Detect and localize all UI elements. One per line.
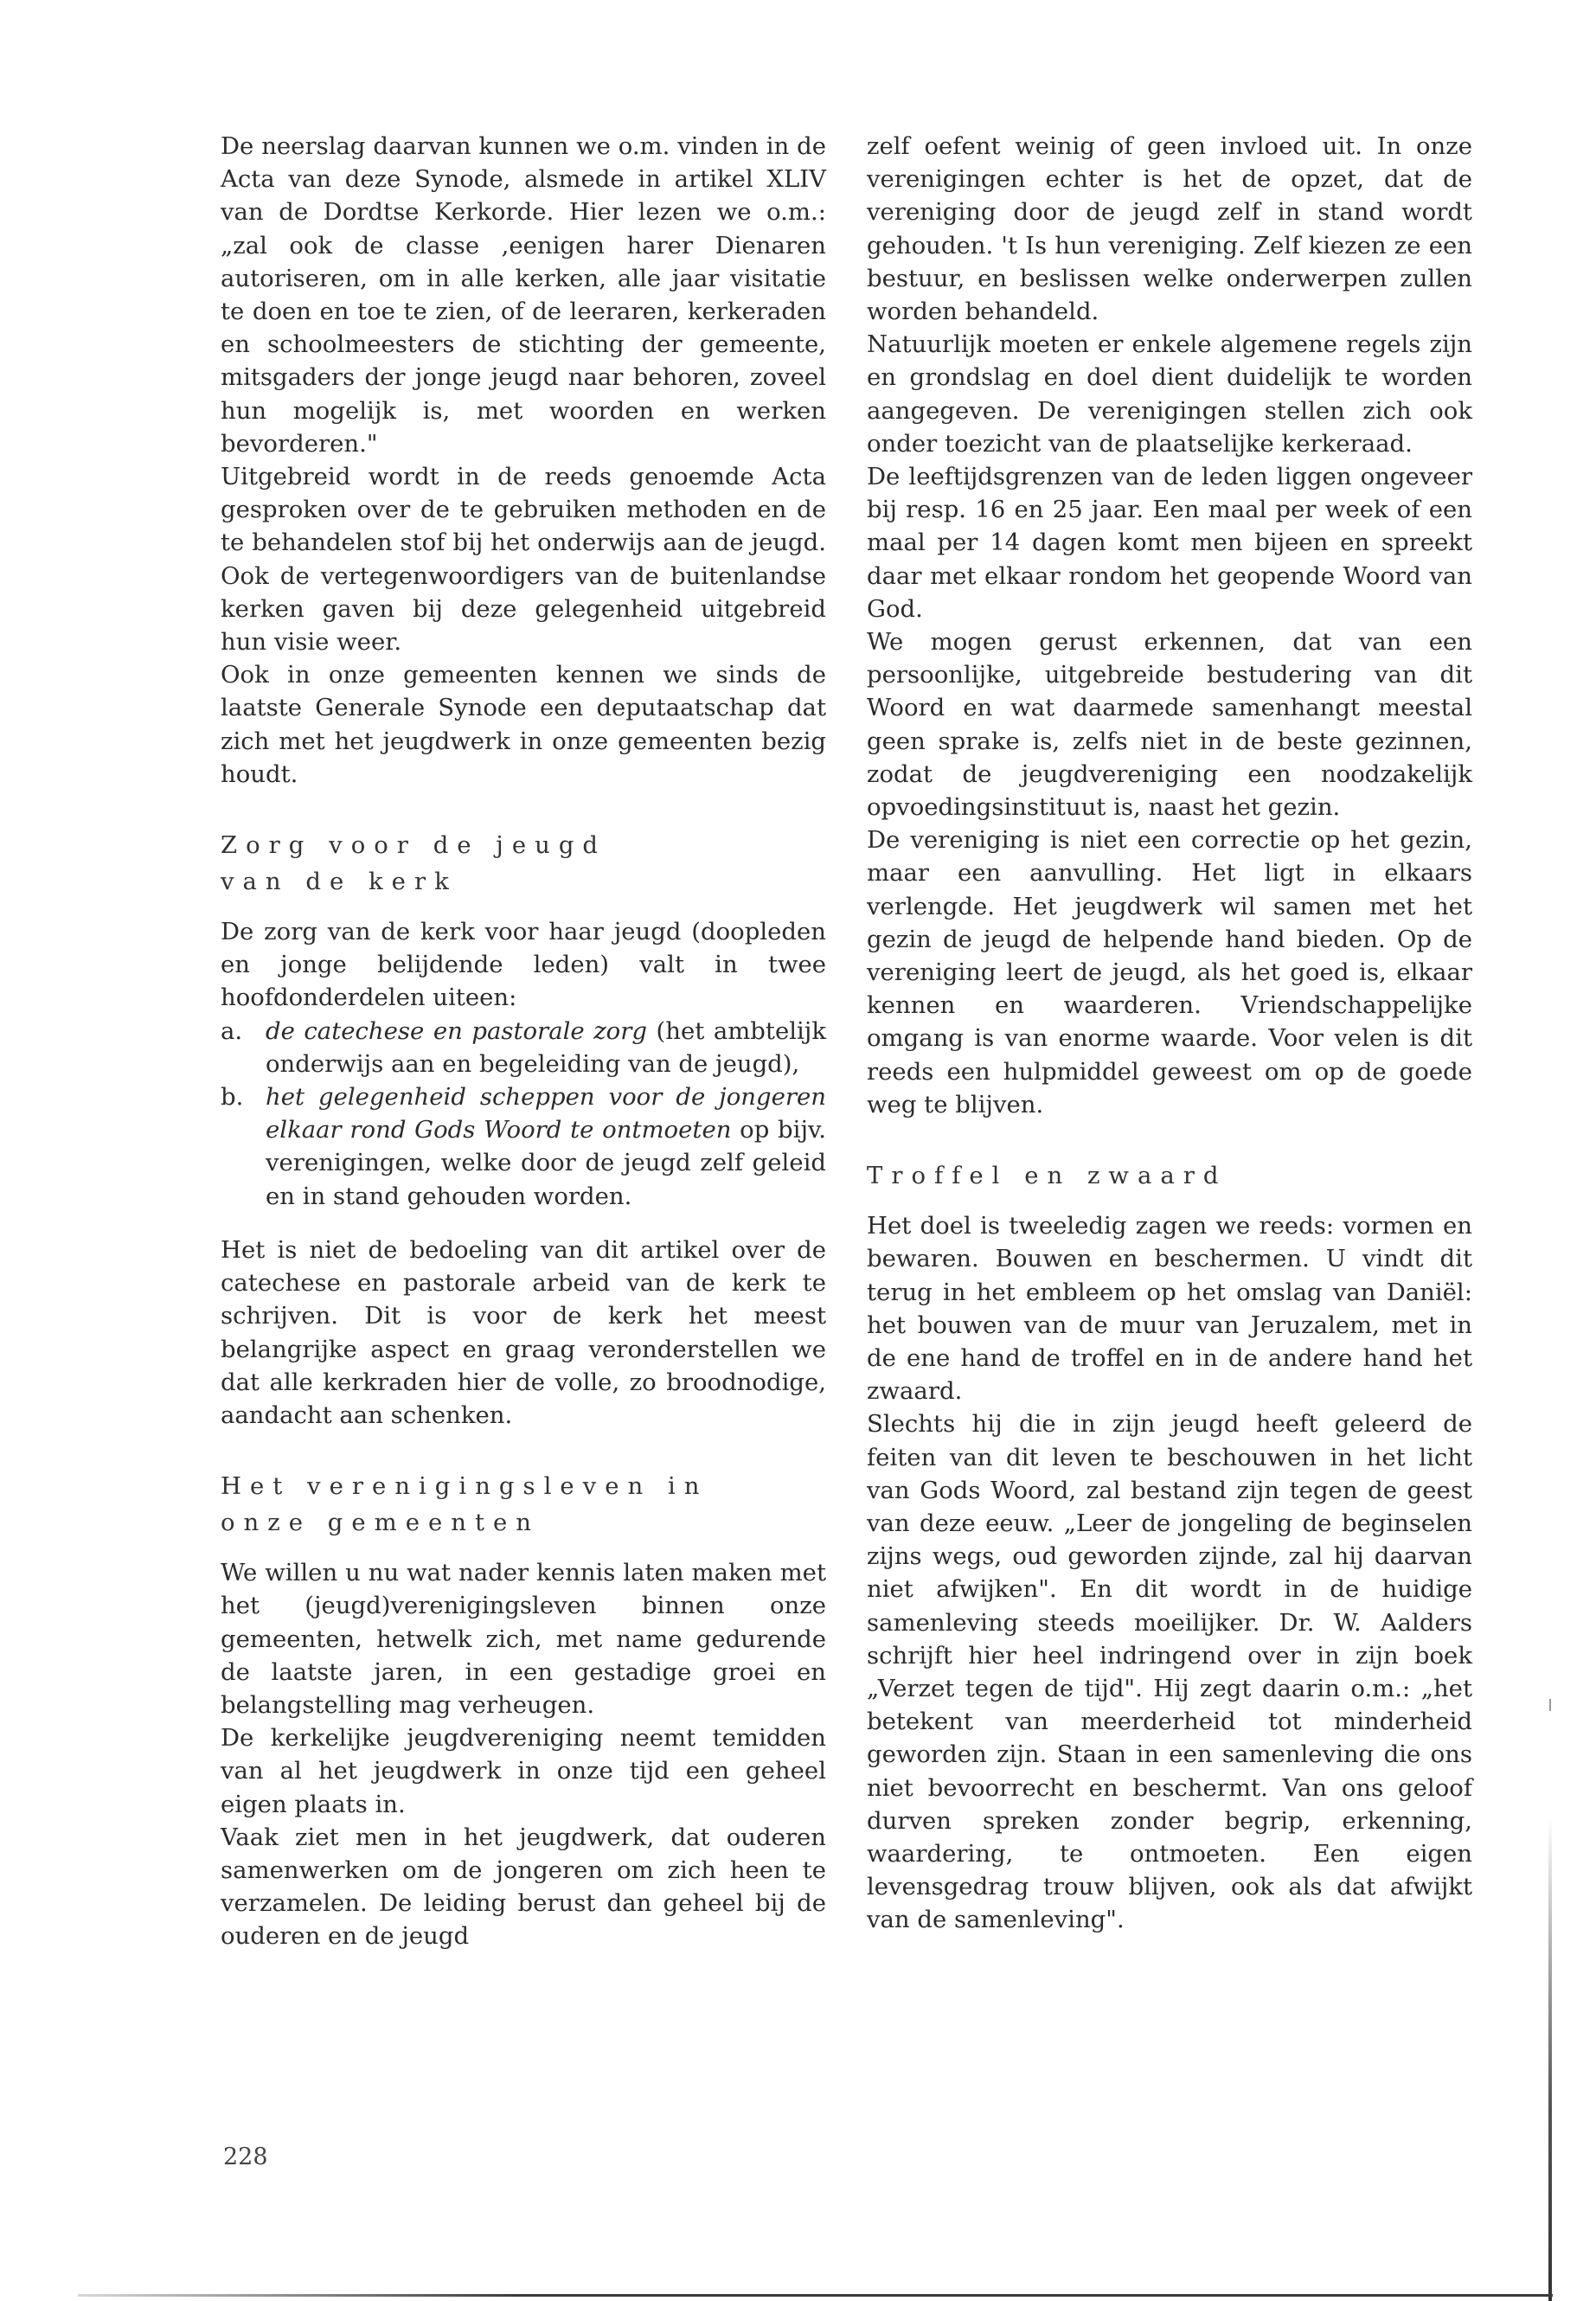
left-paragraph-6: We willen u nu wat nader kennis laten maken met het (jeugd)verenigingsleven binnen onze gemeenten, hetwelk zich, met name gedurende de laatste jaren, in een gestadige groei en belangstelling mag verheugen.: [221, 1559, 826, 1719]
page-number: 228: [223, 2144, 268, 2170]
page-bottom-edge-line: [78, 2294, 1553, 2297]
list-item: [221, 1015, 826, 1080]
left-paragraph-5: Het is niet de bedoeling van dit artikel over de catechese en pastorale arbeid van de kerk te schrijven. Dit is voor de kerk het meest belangrijke aspect en graag veronderstellen we dat alle kerkraden hier de volle, zo broodnodige, aandacht aan schenken.: [221, 1235, 826, 1429]
right-paragraph-2: Natuurlijk moeten er enkele algemene regels zijn en grondslag en doel dient duidelijk te worden aangegeven. De verenigingen stellen zich ook onder toezicht van de plaatselijke kerkeraad.: [867, 330, 1472, 458]
stray-mark: [1549, 1699, 1551, 1711]
list-item-text: op bijv. verenigingen, welke door de jeugd zelf geleid en in stand gehouden worden.: [266, 1116, 826, 1210]
section-heading-verenigingsleven: [221, 1468, 826, 1541]
section-heading-zorg-line-2: van de kerk: [221, 868, 458, 896]
list-item-text: (het ambtelijk onderwijs aan en begeleiding van de jeugd),: [266, 1016, 826, 1078]
section-heading-troffel-line: Troffel en zwaard: [867, 1162, 1227, 1190]
left-paragraph-1: De neerslag daarvan kunnen we o.m. vinden in de Acta van deze Synode, alsmede in artikel XLIV van de Dordtse Kerkorde. Hier lezen we o.m.: „zal ook de classe ,eenigen harer Dienaren autoriseren, om in alle kerken, alle jaar visitatie te doen en toe te zien, of de leeraren, kerkeraden en schoolmeesters de stichting der gemeente, mitsgaders der jonge jeugd naar behoren, zoveel hun mogelijk is, met woorden en werken bevorderen.": [221, 132, 826, 458]
section-heading-zorg: [221, 827, 826, 900]
left-column: [221, 130, 826, 1953]
care-list: [221, 1015, 826, 1213]
right-paragraph-6: Het doel is tweeledig zagen we reeds: vormen en bewaren. Bouwen en beschermen. U vindt dit terug in het embleem op het omslag van Daniël: het bouwen van de muur van Jeruzalem, met in de ene hand de troffel en in de andere hand het zwaard.: [867, 1212, 1472, 1406]
list-marker: b.: [221, 1083, 244, 1112]
right-column: [867, 130, 1472, 1937]
list-item-emphasis: het gelegenheid scheppen voor de jongeren elkaar rond Gods Woord te ontmoeten: [266, 1083, 826, 1144]
left-paragraph-7: De kerkelijke jeugdvereniging neemt temidden van al het jeugdwerk in onze tijd een geheel eigen plaats in.: [221, 1724, 826, 1818]
right-paragraph-5: De vereniging is niet een correctie op het gezin, maar een aanvulling. Het ligt in elkaars verlengde. Het jeugdwerk wil samen met het gezin de jeugd de helpende hand bieden. Op de vereniging leert de jeugd, als het goed is, elkaar kennen en waarderen. Vriendschappelijke omgang is van enorme waarde. Voor velen is dit reeds een hulpmiddel geweest om op de goede weg te blijven.: [867, 826, 1472, 1118]
section-heading-verenigingsleven-line-2: onze gemeenten: [221, 1509, 541, 1537]
left-paragraph-8: Vaak ziet men in het jeugdwerk, dat ouderen samenwerken om de jongeren om zich heen te verzamelen. De leiding berust dan geheel bij de ouderen en de jeugd: [221, 1823, 826, 1951]
left-paragraph-3: Ook in onze gemeenten kennen we sinds de laatste Generale Synode een deputaatschap dat zich met het jeugdwerk in onze gemeenten bezig houdt.: [221, 661, 826, 788]
right-paragraph-7: Slechts hij die in zijn jeugd heeft geleerd de feiten van dit leven te beschouwen in het licht van Gods Woord, zal bestand zijn tegen de geest van deze eeuw. „Leer de jongeling de beginselen zijns wegs, oud geworden zijnde, zal hij daarvan niet afwijken". En dit wordt in de huidige samenleving steeds moeilijker. Dr. W. Aalders schrijft hier heel indringend over in zijn boek „Verzet tegen de tijd". Hij zegt daarin o.m.: „het betekent van meerderheid tot minderheid geworden zijn. Staan in een samenleving die ons niet bevoorrecht en beschermt. Van ons geloof durven spreken zonder begrip, erkenning, waardering, te ontmoeten. Een eigen levensgedrag trouw blijven, ook als dat afwijkt van de samenleving".: [867, 1410, 1472, 1934]
page-right-edge-shadow: [1548, 1817, 1552, 2301]
section-heading-troffel: [867, 1157, 1472, 1194]
right-paragraph-1: zelf oefent weinig of geen invloed uit. In onze verenigingen echter is het de opzet, dat de vereniging door de jeugd zelf in stand wordt gehouden. 't Is hun vereniging. Zelf kiezen ze een bestuur, en beslissen welke onderwerpen zullen worden behandeld.: [867, 132, 1472, 326]
left-paragraph-2: Uitgebreid wordt in de reeds genoemde Acta gesproken over de te gebruiken methoden en de te behandelen stof bij het onderwijs aan de jeugd. Ook de vertegenwoordigers van de buitenlandse kerken gaven bij deze gelegenheid uitgebreid hun visie weer.: [221, 463, 826, 657]
left-paragraph-4: De zorg van de kerk voor haar jeugd (doopleden en jonge belijdende leden) valt in twee hoofdonderdelen uiteen:: [221, 918, 826, 1012]
right-paragraph-3: De leeftijdsgrenzen van de leden liggen ongeveer bij resp. 16 en 25 jaar. Een maal per week of een maal per 14 dagen komt men bijeen en spreekt daar met elkaar rondom het geopende Woord van God.: [867, 463, 1472, 623]
list-marker: a.: [221, 1016, 243, 1045]
section-heading-zorg-line-1: Zorg voor de jeugd: [221, 831, 607, 860]
right-paragraph-4: We mogen gerust erkennen, dat van een persoonlijke, uitgebreide bestudering van dit Woord en wat daarmede samenhangt meestal geen sprake is, zelfs niet in de beste gezinnen, zodat de jeugdvereniging een noodzakelijk opvoedingsinstituut is, naast het gezin.: [867, 628, 1472, 822]
list-item-emphasis: de catechese en pastorale zorg: [266, 1016, 647, 1045]
list-item: [221, 1080, 826, 1213]
section-heading-verenigingsleven-line-1: Het verenigingsleven in: [221, 1472, 708, 1501]
